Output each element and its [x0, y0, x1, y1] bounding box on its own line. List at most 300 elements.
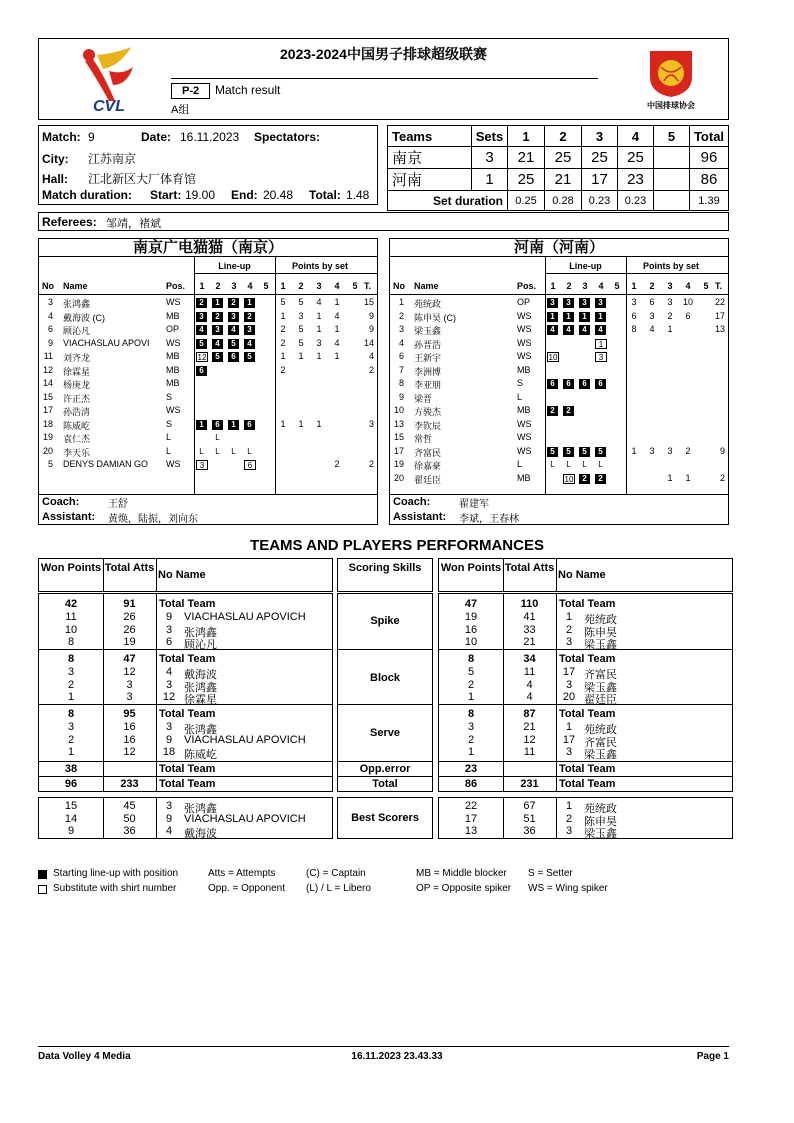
player-name: 孙晋浩	[414, 339, 442, 350]
set-duration: 0.25	[508, 191, 545, 211]
player-position: WS	[166, 459, 181, 469]
coach-separator	[39, 494, 377, 495]
lineup-mark: L	[598, 460, 603, 469]
team-title: 河南（河南）	[390, 239, 728, 257]
player-name: 苑统政	[584, 614, 617, 626]
player-number: 3	[47, 297, 53, 307]
player-total-points: 15	[363, 297, 374, 307]
referees-label: Referees:	[42, 215, 97, 229]
team-won: 8	[467, 708, 475, 720]
points-header: Points by set	[291, 261, 348, 271]
substitute-square-icon	[38, 885, 47, 894]
player-name: 徐嘉豪	[414, 461, 442, 471]
row-won: 86	[464, 778, 478, 790]
player-name: 李天乐	[63, 447, 91, 458]
lineup-separator	[194, 257, 195, 494]
player-position: MB	[166, 364, 180, 375]
col-sep	[503, 559, 504, 591]
perf-best-left	[38, 797, 333, 839]
set-points: 5	[280, 297, 286, 307]
row-won: 38	[64, 763, 78, 775]
referees-names: 邹靖，褚斌	[106, 218, 161, 230]
lineup-mark: 4	[595, 325, 606, 335]
team-panel-home	[38, 238, 378, 525]
lineup-header: Line-up	[569, 261, 602, 271]
lineup-mark: 2	[563, 406, 574, 416]
lineup-mark: 2	[212, 312, 223, 322]
lineup-set-col: 1	[199, 281, 205, 291]
cva-logo	[644, 47, 698, 111]
set-points: 1	[631, 445, 637, 456]
player-name: 李洲博	[414, 366, 442, 377]
group-label: A组	[171, 104, 190, 116]
player-atts: 26	[123, 611, 136, 623]
set-points: 1	[298, 351, 304, 361]
player-name: 李钦辰	[414, 420, 442, 431]
lineup-mark: L	[566, 460, 571, 469]
lineup-mark: 1	[579, 312, 590, 322]
coach-name: 翟建军	[459, 499, 489, 510]
skill-label: Block	[370, 672, 400, 684]
row-label: Total Team	[559, 778, 616, 790]
footer-rule	[38, 1046, 729, 1047]
team-won: 47	[464, 598, 478, 610]
points-set-col: 2	[298, 281, 304, 291]
player-atts: 26	[123, 623, 136, 636]
lineup-mark: 2	[196, 298, 207, 308]
best-won: 22	[464, 800, 478, 812]
lineup-mark: 3	[579, 298, 590, 308]
player-total-points: 2	[368, 364, 374, 375]
set-points: 1	[316, 324, 322, 334]
player-name: 徐霖星	[63, 366, 91, 377]
player-number: 11	[43, 351, 53, 361]
player-won: 11	[65, 611, 77, 623]
team-atts: 91	[123, 598, 136, 610]
player-name: 顾沁凡	[63, 326, 91, 336]
set-points: 1	[316, 418, 322, 429]
legend-libero: (L) / L = Libero	[306, 883, 371, 894]
lineup-mark: L	[247, 446, 252, 456]
player-number: 19	[393, 459, 404, 469]
perf-header-right	[438, 558, 733, 592]
score-header-set4: 4	[618, 126, 654, 147]
player-number: 17	[393, 445, 404, 456]
player-position: MB	[517, 364, 531, 375]
score-header-set1: 1	[508, 126, 545, 147]
player-position: WS	[517, 445, 532, 456]
points-set-col: 5	[703, 281, 709, 291]
lineup-mark: 6	[595, 379, 606, 389]
skill-label: Best Scorers	[351, 812, 419, 824]
score-set: 17	[582, 169, 618, 191]
subheader-rule	[194, 273, 377, 274]
coach-label: Coach:	[393, 496, 431, 508]
footer-page: Page 1	[696, 1051, 729, 1062]
player-total-points: 4	[368, 351, 374, 361]
player-name: 梁玉鑫	[584, 639, 617, 651]
best-no: 3	[165, 800, 173, 812]
player-no: 3	[165, 721, 173, 733]
player-position: WS	[517, 310, 532, 321]
best-atts: 36	[523, 825, 536, 837]
player-no: 20	[562, 691, 576, 703]
player-number: 9	[398, 391, 404, 402]
date-label: Date:	[141, 130, 172, 144]
lineup-mark: L	[215, 433, 220, 442]
skills-header	[337, 558, 433, 592]
set-points: 1	[280, 351, 286, 361]
row-won: 23	[464, 763, 478, 775]
set-points: 1	[316, 310, 322, 321]
match-label: Match:	[42, 130, 81, 144]
player-won: 8	[67, 636, 75, 648]
player-number: 12	[42, 364, 53, 375]
start-value: 19.00	[185, 188, 216, 202]
player-atts: 3	[126, 691, 133, 703]
lineup-mark: 12	[197, 353, 207, 362]
team-label: Total Team	[159, 708, 216, 720]
col-sep	[103, 559, 104, 591]
hdr-won: Won Points	[40, 562, 102, 574]
player-won: 16	[464, 623, 478, 636]
assistant-label: Assistant:	[393, 511, 447, 523]
team-label: Total Team	[159, 598, 216, 610]
player-name: 王新宇	[414, 353, 442, 363]
header-rule	[39, 294, 377, 295]
score-set: 25	[545, 147, 582, 169]
player-position: WS	[517, 351, 532, 361]
row-won: 96	[64, 778, 78, 790]
lineup-mark: 1	[196, 420, 207, 430]
team-label: Total Team	[559, 653, 616, 665]
set-points: 4	[649, 324, 655, 334]
lineup-mark: 3	[595, 298, 606, 308]
set-points: 6	[685, 310, 691, 321]
lineup-mark: 3	[547, 298, 558, 308]
player-no: 6	[165, 636, 173, 648]
player-no: 17	[562, 733, 576, 746]
player-total-points: 22	[714, 297, 725, 307]
col-sep	[156, 559, 157, 591]
player-no: 1	[565, 721, 573, 733]
points-set-col: 5	[352, 281, 358, 291]
lineup-mark: 4	[228, 325, 239, 335]
lineup-mark: 2	[547, 406, 558, 416]
player-total-points: 14	[363, 337, 374, 348]
set-duration-row	[388, 191, 729, 211]
coach-label: Coach:	[42, 496, 80, 508]
lineup-set-col: 2	[566, 281, 572, 291]
team-atts: 87	[523, 708, 536, 720]
best-name: 陈申昊	[584, 815, 617, 828]
team-panel-away	[389, 238, 729, 525]
points-set-col: 3	[667, 281, 673, 291]
lineup-separator	[545, 257, 546, 494]
perf-best-right	[438, 797, 733, 839]
player-number: 6	[398, 351, 404, 361]
team-won: 8	[67, 653, 75, 665]
points-separator	[626, 257, 627, 494]
player-number: 7	[398, 364, 404, 375]
best-atts: 50	[123, 812, 136, 825]
set-points: 2	[334, 459, 340, 469]
hdr-name: No Name	[158, 569, 206, 581]
player-position: MB	[517, 405, 531, 415]
header-rule	[171, 78, 598, 79]
score-header-total: Total	[690, 126, 729, 147]
best-won: 9	[67, 825, 75, 837]
score-header-teams: Teams	[388, 126, 472, 147]
player-name: 张鸿鑫	[184, 626, 217, 639]
player-name: 梁玉鑫	[414, 326, 442, 336]
score-set	[654, 147, 690, 169]
player-won: 3	[467, 721, 475, 733]
set-points: 3	[667, 297, 673, 307]
report-type: Match result	[215, 83, 281, 97]
legend-substitute: Substitute with shirt number	[53, 883, 177, 894]
lineup-mark: 3	[228, 312, 239, 322]
best-won: 13	[464, 825, 478, 837]
player-position: L	[166, 445, 172, 456]
col-pos: Pos.	[517, 281, 537, 291]
set-points: 3	[298, 310, 304, 321]
points-set-col: 3	[316, 281, 322, 291]
lineup-mark: 5	[196, 339, 207, 349]
set-points: 2	[280, 324, 286, 334]
lineup-mark: 5	[547, 447, 558, 457]
player-position: MB	[166, 310, 180, 321]
lineup-mark: 2	[244, 312, 255, 322]
player-name: 齐富民	[584, 669, 617, 681]
legend-s: S = Setter	[528, 868, 573, 879]
player-total-points: 3	[368, 418, 374, 429]
lineup-mark: 4	[196, 325, 207, 335]
player-number: 14	[42, 378, 53, 388]
set-points: 1	[334, 297, 340, 307]
player-no: 3	[565, 678, 573, 691]
player-won: 1	[67, 691, 75, 703]
legend-ws: WS = Wing spiker	[528, 883, 608, 894]
player-position: WS	[166, 337, 181, 348]
player-name: 李亚朋	[414, 380, 442, 390]
lineup-mark: 3	[595, 352, 607, 362]
player-won: 5	[467, 666, 475, 678]
player-won: 10	[464, 636, 478, 648]
coach-separator	[390, 494, 728, 495]
header-box	[38, 38, 729, 120]
player-name: 陈威屹	[184, 749, 217, 761]
duration-label: Match duration:	[42, 188, 132, 202]
lineup-mark: 1	[212, 298, 223, 308]
lineup-mark: L	[231, 446, 236, 456]
set-points: 1	[280, 310, 286, 321]
col-total: T.	[364, 281, 372, 291]
points-set-col: 4	[685, 281, 691, 291]
team-atts: 47	[123, 653, 136, 665]
lineup-mark: 6	[244, 420, 255, 430]
set-duration-label: Set duration	[388, 191, 508, 211]
footer-center: 16.11.2023 23.43.33	[351, 1051, 443, 1062]
player-no: 18	[162, 746, 176, 758]
lineup-set-col: 4	[247, 281, 253, 291]
best-atts: 67	[523, 800, 536, 812]
lineup-mark: 3	[563, 298, 574, 308]
player-position: OP	[517, 297, 531, 307]
set-duration: 0.23	[582, 191, 618, 211]
player-total-points: 2	[368, 459, 374, 469]
points-separator	[275, 257, 276, 494]
set-points: 3	[316, 337, 322, 348]
score-row-home	[388, 147, 729, 169]
player-number: 13	[393, 418, 404, 429]
col-no: No	[393, 281, 405, 291]
player-number: 4	[47, 310, 53, 321]
skills-body	[337, 593, 433, 792]
best-atts: 45	[123, 800, 136, 812]
player-total-points: 9	[368, 310, 374, 321]
team-label: Total Team	[159, 653, 216, 665]
player-number: 18	[42, 418, 53, 429]
player-atts: 12	[123, 666, 136, 678]
team-atts: 95	[123, 708, 136, 720]
match-date: 16.11.2023	[180, 130, 240, 144]
player-name: 张鸿鑫	[184, 681, 217, 694]
hdr-name: No Name	[558, 569, 606, 581]
player-position: WS	[166, 297, 181, 307]
team-atts: 34	[523, 653, 536, 665]
set-points: 4	[316, 297, 322, 307]
player-atts: 41	[523, 611, 536, 623]
cva-logo-text: 中国排球协会	[647, 101, 695, 110]
player-number: 17	[42, 405, 53, 415]
player-position: S	[517, 378, 524, 388]
player-won: 2	[467, 678, 475, 691]
lineup-mark: L	[550, 460, 555, 469]
report-code: P-2	[171, 83, 210, 99]
player-atts: 4	[526, 678, 533, 691]
player-no: 3	[165, 623, 173, 636]
lineup-mark: 5	[579, 447, 590, 457]
player-won: 1	[467, 691, 475, 703]
lineup-mark: 3	[196, 312, 207, 322]
lineup-mark: 3	[212, 325, 223, 335]
score-set: 25	[508, 169, 545, 191]
player-position: MB	[166, 378, 180, 388]
lineup-set-col: 2	[215, 281, 221, 291]
lineup-mark: 1	[228, 420, 239, 430]
referees-box	[38, 212, 729, 231]
assistant-names: 黄焕，陆振，刘向东	[108, 514, 198, 525]
player-position: MB	[517, 472, 531, 483]
player-number: 8	[398, 378, 404, 388]
competition-title: 2023-2024中国男子排球超级联赛	[280, 46, 487, 62]
set-points: 1	[316, 351, 322, 361]
cvl-logo-text: CVL	[93, 98, 125, 113]
player-atts: 12	[123, 746, 136, 758]
lineup-mark: 4	[212, 339, 223, 349]
row-label: Total Team	[159, 763, 216, 775]
player-name: 徐霖星	[184, 694, 217, 706]
score-set: 25	[582, 147, 618, 169]
hdr-won: Won Points	[440, 562, 502, 574]
player-atts: 16	[123, 733, 136, 746]
player-position: WS	[517, 418, 532, 429]
player-name: 梁玉鑫	[584, 749, 617, 761]
player-position: MB	[166, 351, 180, 361]
best-atts: 51	[523, 812, 536, 825]
legend-mb: MB = Middle blocker	[416, 868, 507, 879]
end-label: End:	[231, 188, 258, 202]
best-no: 9	[165, 812, 173, 825]
perf-body-left	[38, 593, 333, 792]
set-points: 5	[298, 337, 304, 348]
legend-starting: Starting line-up with position	[53, 868, 179, 879]
best-name: 戴海波	[184, 828, 217, 840]
player-no: 3	[165, 678, 173, 691]
player-number: 15	[42, 391, 53, 402]
lineup-set-col: 5	[614, 281, 620, 291]
row-label: Total Team	[559, 763, 616, 775]
lineup-mark: 6	[547, 379, 558, 389]
points-set-col: 1	[631, 281, 637, 291]
points-set-col: 4	[334, 281, 340, 291]
score-set: 23	[618, 169, 654, 191]
player-number: 6	[47, 324, 53, 334]
row-sep	[39, 776, 332, 777]
player-number: 19	[42, 432, 53, 442]
team-won: 8	[467, 653, 475, 665]
player-name: 袁仁杰	[63, 434, 91, 444]
set-points: 2	[280, 364, 286, 375]
best-won: 17	[464, 812, 478, 825]
lineup-mark: 1	[244, 298, 255, 308]
score-header-set3: 3	[582, 126, 618, 147]
player-name: 孙浩清	[63, 407, 91, 417]
match-info	[38, 125, 378, 205]
player-number: 15	[393, 432, 404, 442]
footer-left: Data Volley 4 Media	[38, 1051, 131, 1062]
col-pos: Pos.	[166, 281, 186, 291]
best-no: 4	[165, 825, 173, 837]
player-total-points: 9	[368, 324, 374, 334]
score-table	[387, 125, 729, 211]
lineup-mark: 1	[547, 312, 558, 322]
score-row-away	[388, 169, 729, 191]
lineup-mark: 3	[196, 460, 208, 470]
set-points: 2	[667, 310, 673, 321]
total-value: 1.48	[346, 188, 370, 202]
set-points: 6	[649, 297, 655, 307]
col-name: Name	[414, 281, 439, 291]
player-name: 戴海波 (C)	[63, 312, 105, 323]
lineup-mark: 5	[228, 339, 239, 349]
set-points: 1	[298, 418, 304, 429]
team-atts: 110	[520, 598, 539, 610]
player-no: 4	[165, 666, 173, 678]
player-number: 9	[47, 337, 53, 348]
player-no: 17	[562, 666, 576, 678]
row-sep	[439, 776, 732, 777]
player-total-points: 2	[719, 472, 725, 483]
best-won: 15	[64, 800, 78, 812]
row-atts: 231	[520, 778, 539, 790]
lineup-mark: 4	[547, 325, 558, 335]
score-set	[654, 169, 690, 191]
set-points: 2	[280, 337, 286, 348]
col-sep	[156, 798, 157, 838]
spectators-label: Spectators:	[254, 130, 321, 144]
